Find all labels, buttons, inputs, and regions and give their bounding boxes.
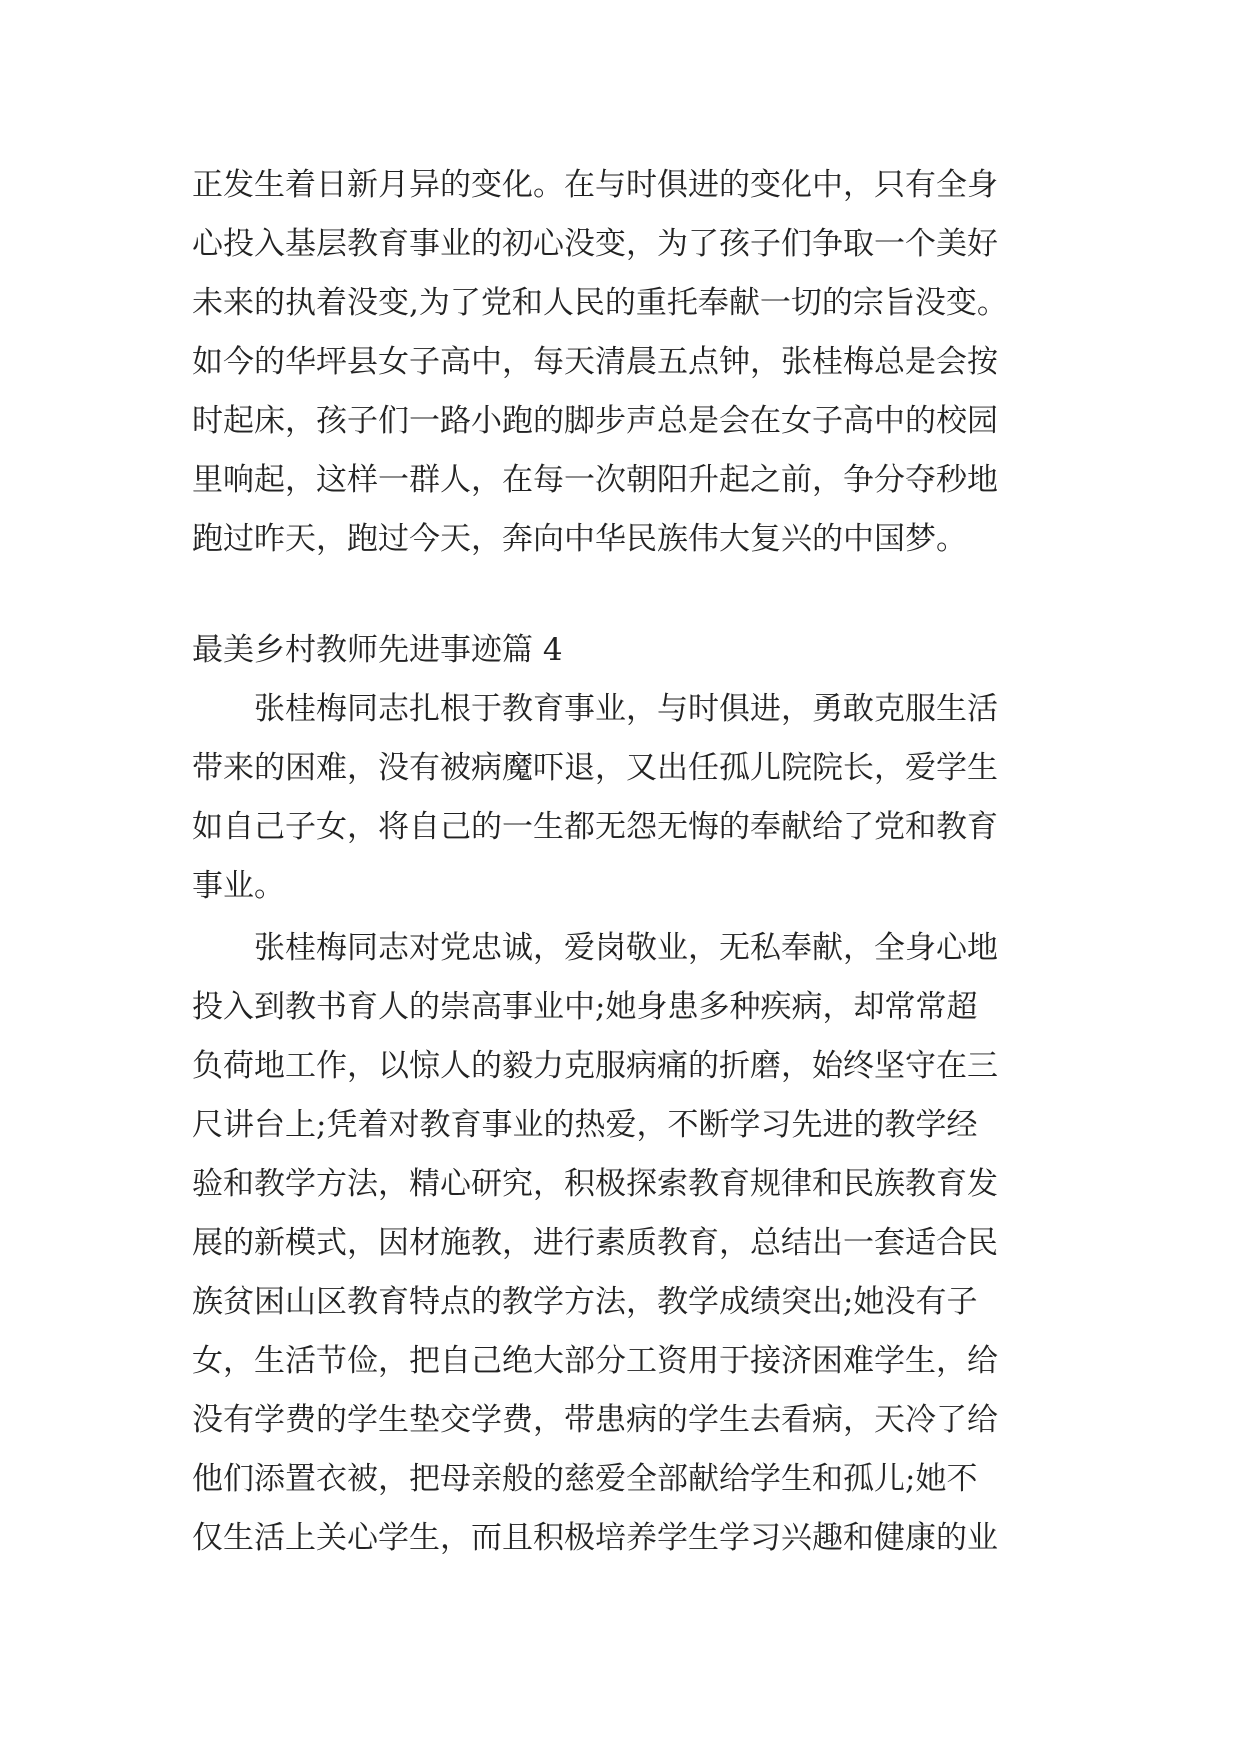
text-line: 仅生活上关心学生，而且积极培养学生学习兴趣和健康的业: [192, 1520, 998, 1556]
text-line: 如今的华坪县女子高中，每天清晨五点钟，张桂梅总是会按: [192, 344, 998, 380]
text-line: 没有学费的学生垫交学费，带患病的学生去看病，天冷了给: [192, 1402, 998, 1438]
text-line: 投入到教书育人的崇高事业中;她身患多种疾病，却常常超: [192, 989, 978, 1025]
paragraph-1: [192, 680, 1092, 916]
continuation-paragraph: [192, 156, 1092, 569]
text-line: 正发生着日新月异的变化。在与时俱进的变化中，只有全身: [192, 167, 998, 203]
section-heading: 最美乡村教师先进事迹篇 4: [192, 632, 563, 668]
text-line: 张桂梅同志对党忠诚，爱岗敬业，无私奉献，全身心地: [254, 930, 998, 966]
text-line: 时起床，孩子们一路小跑的脚步声总是会在女子高中的校园: [192, 403, 998, 439]
text-line: 负荷地工作，以惊人的毅力克服病痛的折磨，始终坚守在三: [192, 1048, 998, 1084]
text-line: 心投入基层教育事业的初心没变，为了孩子们争取一个美好: [192, 226, 998, 262]
text-line: 事业。: [192, 868, 285, 904]
text-line: 跑过昨天，跑过今天，奔向中华民族伟大复兴的中国梦。: [192, 521, 967, 557]
text-line: 如自己子女，将自己的一生都无怨无悔的奉献给了党和教育: [192, 809, 998, 845]
text-line: 未来的执着没变,为了党和人民的重托奉献一切的宗旨没变。: [192, 285, 1008, 321]
text-line: 带来的困难，没有被病魔吓退，又出任孤儿院院长，爱学生: [192, 750, 998, 786]
text-line: 张桂梅同志扎根于教育事业，与时俱进，勇敢克服生活: [254, 691, 998, 727]
text-line: 验和教学方法，精心研究，积极探索教育规律和民族教育发: [192, 1166, 998, 1202]
section-heading-block: [192, 621, 1092, 680]
text-line: 里响起，这样一群人，在每一次朝阳升起之前，争分夺秒地: [192, 462, 998, 498]
text-line: 女，生活节俭，把自己绝大部分工资用于接济困难学生，给: [192, 1343, 998, 1379]
text-line: 他们添置衣被，把母亲般的慈爱全部献给学生和孤儿;她不: [192, 1461, 978, 1497]
text-line: 展的新模式，因材施教，进行素质教育，总结出一套适合民: [192, 1225, 998, 1261]
text-line: 族贫困山区教育特点的教学方法，教学成绩突出;她没有子: [192, 1284, 978, 1320]
paragraph-2: [192, 919, 1092, 1568]
text-line: 尺讲台上;凭着对教育事业的热爱，不断学习先进的教学经: [192, 1107, 978, 1143]
